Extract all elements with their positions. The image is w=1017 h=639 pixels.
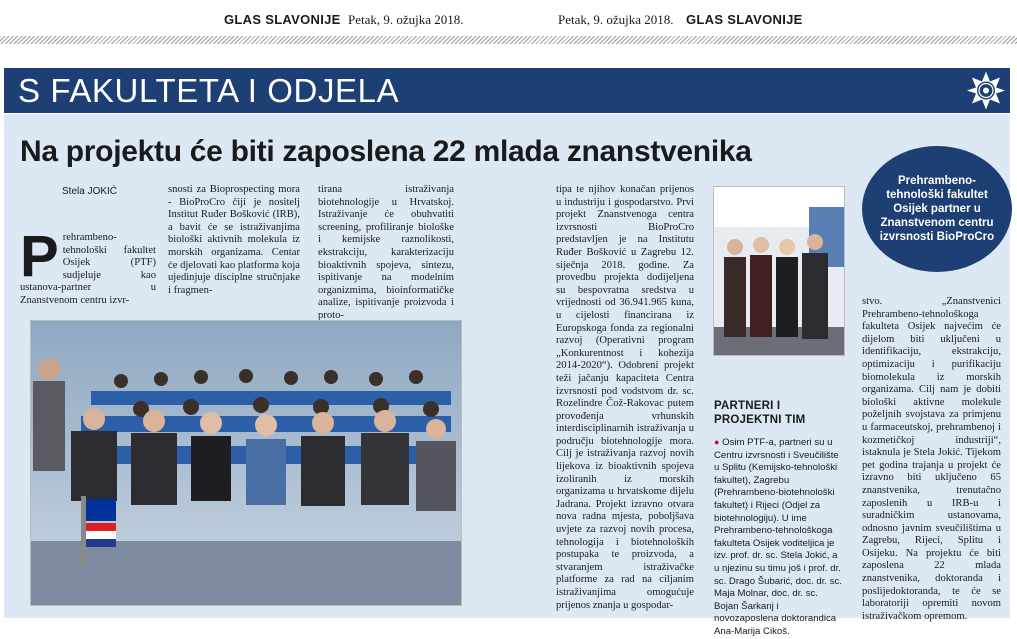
page-masthead — [0, 0, 1017, 34]
column-2-text: snosti za Bioprospecting mora - BioProCro čiji je nositelj Institut Ruđer Bošković (IRB), a bavit će se istraživanjima biološki aktivnih molekula iz morskih organizama. Centar će djelovati kao platforma koja ujedinjuje disciplne stručnjake i fragmen- — [168, 184, 300, 296]
section-band — [4, 68, 1010, 113]
drop-cap: P — [20, 224, 59, 289]
sidebar-title — [714, 399, 805, 427]
date-left: Petak, 9. ožujka 2018. — [348, 12, 464, 27]
sidebar-title-line-1: PARTNERI I — [714, 400, 781, 412]
publication-name-right: GLAS SLAVONIJE — [686, 12, 803, 27]
article-byline: Stela JOKIĆ — [62, 186, 118, 197]
article-column-2 — [168, 184, 300, 297]
section-title: S FAKULTETA I ODJELA — [18, 72, 400, 109]
hatched-rule — [0, 36, 1017, 44]
column-4-text: tipa te njihov konačan prijenos u industriju i gospodarstvo. Prvi projekt Znanstvenoga centra izvrsnosti BioProCro predstavljen je na Institutu Ruđer Bošković u Zagrebu 12. siječnja 2018. godine. Za provedbu projekta dodijeljena su bespovratna sredstva u vrijednosti od 36.941.965 kuna, u cijelosti financirana iz Europskoga fonda za regionalni razvoj (Operativni program „Konkurentnost i kohezija 2014-2020“). Odobreni projekt teži jačanju kapaciteta Centra izvrsnosti pod vodstvom dr. sc. Rozelindre Čož-Rakovac putem provođenja vrhunskih interdisciplinarnih istraživanja u području biotehnologije mora. Cilj je istraživanja razvoj novih lijekova iz bioaktivnih spojeva izoliranih iz morskih organizama u hrvatskome dijelu Jadrana. Projekt izravno otvara nova radna mjesta, poboljšava uvjete za razvoj novih procesa, tehnologija i biotehnoloških postupaka te proizvoda, a stvaranjem istraživačke platforme za rad na ciljanim istraživanjima omogućuje prijenos znanja u gospodar- — [556, 184, 694, 611]
bullet-icon: ● — [714, 437, 720, 447]
article-column-5 — [862, 296, 1001, 623]
callout-text: Prehrambeno-tehnološki fakultet Osijek partner u Znanstvenom centru izvrsnosti BioProCro — [879, 175, 995, 243]
audience-photo — [30, 320, 462, 606]
column-3-text: tirana istraživanja biotehnologije u Hrvatskoj. Istraživanje će obuhvatiti screening, profiliranje biološke i kemijske raznolikosti, ekstrakciju, karakterizaciju bioaktivnih spojeva, sintezu, ispitivanje na modelnim organizmima, bioinformatičke analize, ispitivanje proizvoda i proto- — [318, 184, 454, 321]
team-photo — [713, 186, 845, 356]
article-column-4 — [556, 184, 694, 612]
column-5-text: stvo. „Znanstvenici Prehrambeno-tehnološkoga fakulteta Osijek najvećim će dijelom biti uključeni u identifikaciju, ekstrakciju, optimizaciju i purifikaciju biomolekula iz morskih organizama. Cilj nam je dobiti biološki aktivne molekule poželjnih svojstava za primjenu u farmaceutskoj, prehrambenoj i kozmetičkoj industriji“, istaknula je Stela Jokić. Tijekom pet godina trajanja u projekt će izravno biti uključeno 65 znanstvenika, trenutačno zaposlenih u IRB-u i suradničkim ustanovama, odnosno javnim sveučilištima u Zagrebu, Rijeci, Splitu i Osijeku. Na projektu će biti zaposlena 22 mlada znanstvenika, doktoranda i poslijedoktoranda, te će se laboratoriji opremiti novom istraživačkom opremom. — [862, 296, 1001, 622]
publication-name-left: GLAS SLAVONIJE — [224, 12, 341, 27]
article-column-3 — [318, 184, 454, 323]
date-right: Petak, 9. ožujka 2018. — [558, 12, 674, 27]
university-emblem-icon — [964, 68, 1008, 113]
column-1-text: rehrambeno-tehnološki fakultet Osijek (PTF) sudjeluje kao ustanova-partner u Znanstvenom centru izvr- — [20, 232, 156, 306]
sidebar-title-line-2: PROJEKTNI TIM — [714, 414, 806, 426]
article-headline: Na projektu će biti zaposlena 22 mlada znanstvenika — [20, 135, 752, 168]
callout-badge — [862, 146, 1012, 272]
sidebar-text: Osim PTF-a, partneri su u Centru izvrsnosti i Sveučilište u Splitu (Kemijsko-tehnološki fakultet), Zagrebu (Prehrambeno-biotehnološki fakultet) i Rijeci (Odjel za biotehnologiju). U ime Prehrambeno-tehnološkoga fakulteta Osijek voditeljica je izv. prof. dr. sc. Stela Jokić, a u njezinu su timu još i prof. dr. sc. Drago Šubarić, doc. dr. sc. Maja Molnar, doc. dr. sc. Bojan Šarkanj i novozaposlena doktorandica Ana-Marija Cikoš. — [714, 437, 842, 637]
article-column-1 — [20, 224, 156, 308]
sidebar-text-block — [714, 436, 842, 639]
